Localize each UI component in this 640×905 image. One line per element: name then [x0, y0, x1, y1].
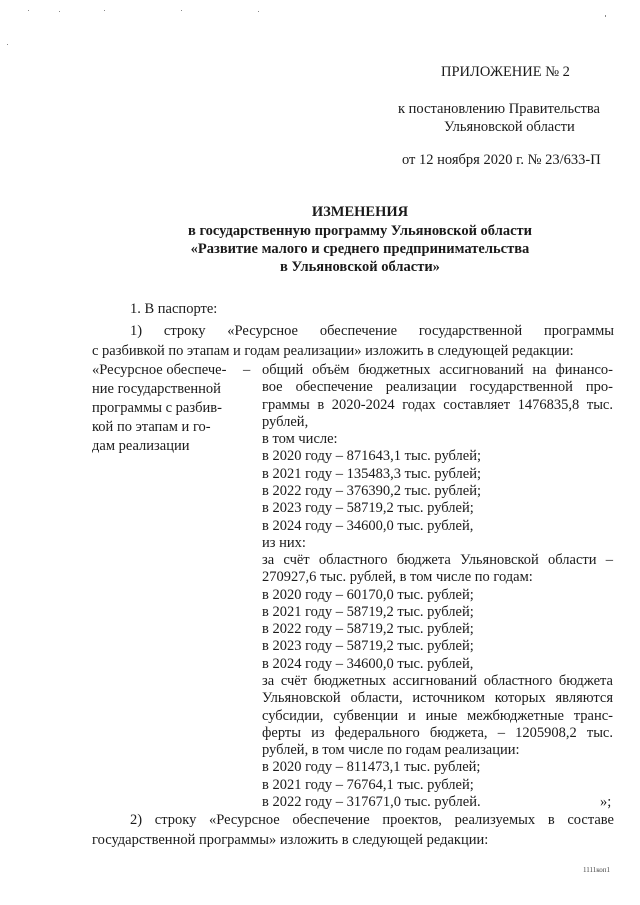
right-column-line: в 2023 году – 58719,2 тыс. рублей;: [262, 500, 474, 516]
right-column-line: в 2020 году – 60170,0 тыс. рублей;: [262, 587, 474, 603]
right-column-line: в том числе:: [262, 431, 338, 447]
item-1: 1. В паспорте:: [130, 301, 218, 317]
column-dash: –: [243, 362, 251, 378]
doc-title: ИЗМЕНЕНИЯ: [311, 204, 409, 220]
right-column-line: в 2021 году – 135483,3 тыс. рублей;: [262, 466, 482, 482]
doc-subtitle-line-2: «Развитие малого и среднего предпринимательства: [190, 241, 530, 257]
left-column-line: дам реализации: [92, 438, 190, 454]
right-column-line: в 2021 году – 58719,2 тыс. рублей;: [262, 604, 474, 620]
scan-speck: [181, 10, 182, 11]
right-column-line: субсидии, субвенции и иные межбюджетные транс-: [262, 708, 613, 724]
left-column-line: кой по этапам и го-: [92, 419, 211, 435]
left-column-line: «Ресурсное обеспече-: [92, 362, 227, 378]
scan-speck: [28, 10, 29, 11]
footer-code: 1111коп1: [583, 866, 611, 874]
right-column-line: 270927,6 тыс. рублей, в том числе по годам:: [262, 569, 533, 585]
right-column-line: вое обеспечение реализации государственной про-: [262, 379, 613, 395]
right-column-line: в 2022 году – 58719,2 тыс. рублей;: [262, 621, 474, 637]
right-column-line: в 2022 году – 376390,2 тыс. рублей;: [262, 483, 482, 499]
subitem-1-line-2: с разбивкой по этапам и годам реализации» изложить в следующей редакции:: [92, 343, 574, 359]
right-column-line: в 2021 году – 76764,1 тыс. рублей;: [262, 777, 474, 793]
right-column-line: граммы в 2020-2024 годах составляет 1476835,8 тыс.: [262, 397, 613, 413]
scan-speck: [258, 11, 259, 12]
subitem-2-line-2: государственной программы» изложить в следующей редакции:: [92, 832, 489, 848]
doc-subtitle-line-1: в государственную программу Ульяновской области: [187, 223, 532, 239]
right-column-line: за счёт областного бюджета Ульяновской области –: [262, 552, 613, 568]
right-column-line: из них:: [262, 535, 306, 551]
right-column-line: рублей, в том числе по годам реализации:: [262, 742, 520, 758]
right-column-line: рублей,: [262, 414, 309, 430]
right-column-line: в 2023 году – 58719,2 тыс. рублей;: [262, 638, 474, 654]
scan-speck: [7, 44, 8, 45]
scan-speck: [605, 15, 606, 17]
right-column-line: в 2024 году – 34600,0 тыс. рублей,: [262, 656, 474, 672]
scan-speck: [59, 11, 60, 12]
subitem-1-line-1: 1) строку «Ресурсное обеспечение государственной программы: [130, 323, 614, 339]
right-column-line: в 2020 году – 811473,1 тыс. рублей;: [262, 759, 481, 775]
right-column-line: общий объём бюджетных ассигнований на финансо-: [262, 362, 613, 378]
reference-date: от 12 ноября 2020 г. № 23/633-П: [402, 152, 601, 168]
right-column-line: Ульяновской области, источником которых являются: [262, 690, 613, 706]
left-column-line: ние государственной: [92, 381, 221, 397]
scan-speck: [104, 10, 105, 11]
subitem-2-line-1: 2) строку «Ресурсное обеспечение проектов, реализуемых в составе: [130, 812, 614, 828]
closing-quote: »;: [600, 794, 612, 810]
appendix-number: ПРИЛОЖЕНИЕ № 2: [441, 64, 570, 80]
right-column-line: в 2020 году – 871643,1 тыс. рублей;: [262, 448, 482, 464]
right-column-line: в 2024 году – 34600,0 тыс. рублей,: [262, 518, 474, 534]
reference-line-1: к постановлению Правительства: [398, 101, 600, 117]
reference-line-2: Ульяновской области: [444, 119, 575, 135]
left-column-line: программы с разбив-: [92, 400, 222, 416]
doc-subtitle-line-3: в Ульяновской области»: [280, 259, 440, 275]
right-column-line: ферты из федерального бюджета, – 1205908,2 тыс.: [262, 725, 613, 741]
right-column-line: в 2022 году – 317671,0 тыс. рублей.: [262, 794, 481, 810]
right-column-line: за счёт бюджетных ассигнований областного бюджета: [262, 673, 613, 689]
